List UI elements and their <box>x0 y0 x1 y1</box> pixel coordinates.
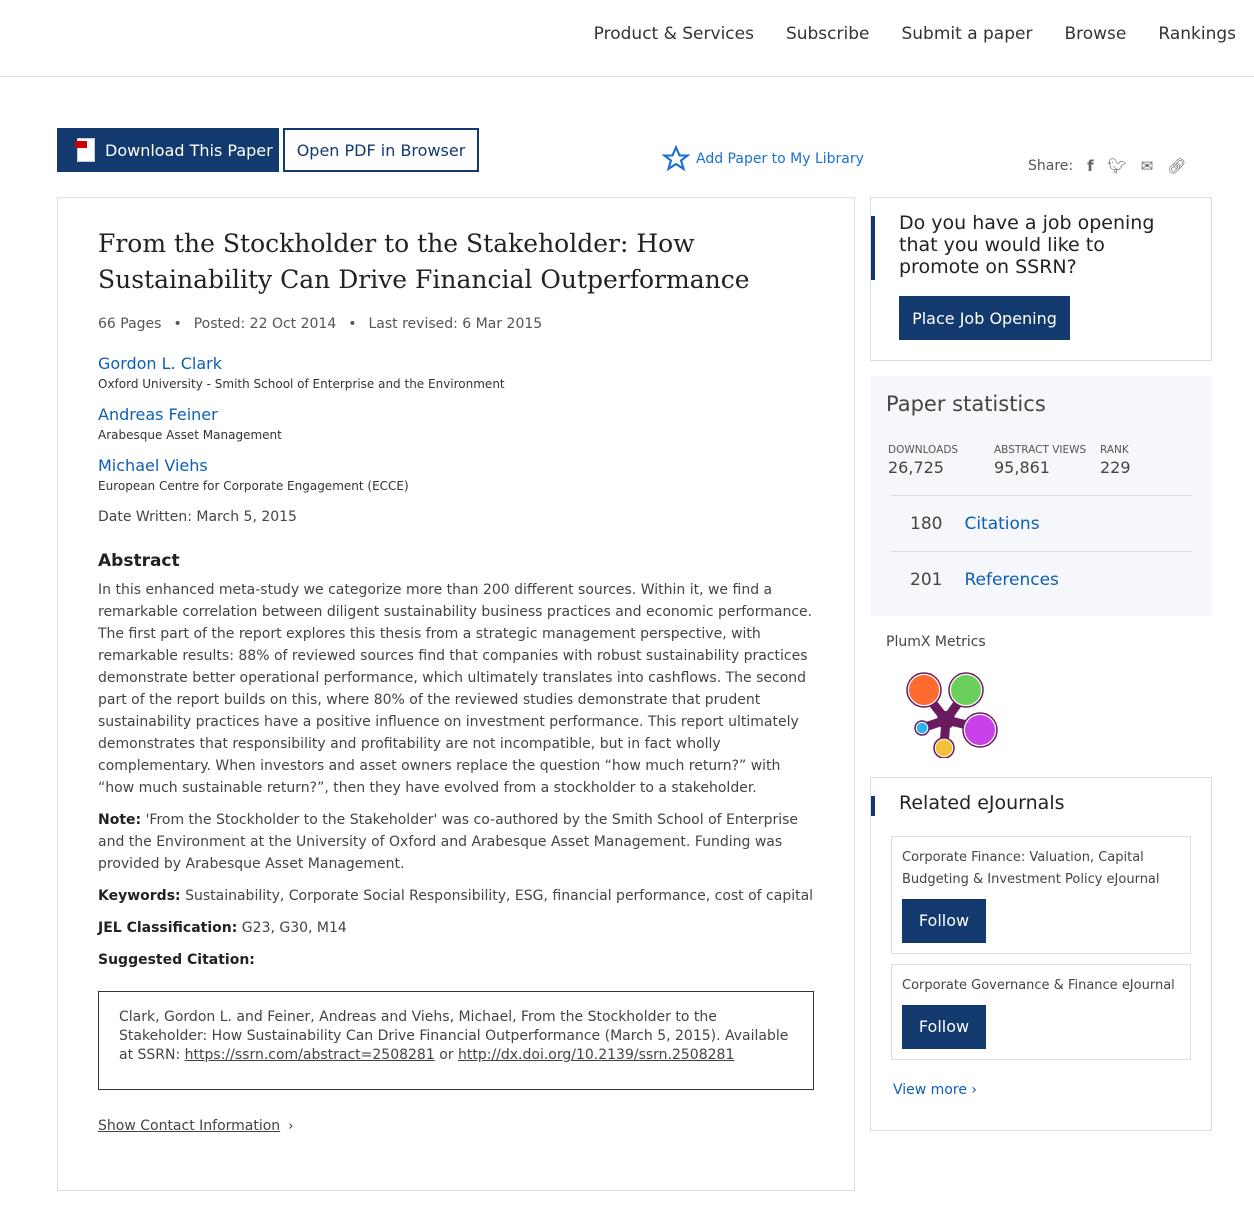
rank-label: RANK <box>1100 444 1129 456</box>
download-label: Download This Paper <box>105 140 273 160</box>
link-icon[interactable]: 🔗︎ <box>1167 157 1187 175</box>
citation-text: Clark, Gordon L. and Feiner, Andreas and Viehs, Michael, From the Stockholder to the Stakeholder: How Sustainability Can Drive Financial Outperformance (March 5, 2015). Available at SSRN: <box>119 1009 789 1063</box>
follow-button[interactable]: Follow <box>902 1005 986 1049</box>
show-contact-link[interactable] <box>98 1118 280 1134</box>
place-job-button[interactable]: Place Job Opening <box>899 296 1070 340</box>
note-label: Note: <box>98 812 142 828</box>
follow-button[interactable]: Follow <box>902 899 986 943</box>
downloads-value: 26,725 <box>888 458 944 477</box>
views-label: ABSTRACT VIEWS <box>994 444 1087 456</box>
view-more-link[interactable] <box>891 1082 1191 1098</box>
view-more-label: View more <box>893 1082 967 1098</box>
add-to-library-link[interactable] <box>662 145 864 173</box>
ejournal-item <box>891 964 1191 1060</box>
twitter-icon[interactable]: 🐦︎ <box>1107 157 1127 175</box>
keywords-label: Keywords: <box>98 888 181 904</box>
pdf-icon <box>77 138 95 162</box>
nav-browse[interactable]: Browse <box>1064 24 1127 44</box>
citation-label-text: Suggested Citation: <box>98 952 255 968</box>
plumx-label: PlumX Metrics <box>886 634 986 650</box>
keywords-text: Sustainability, Corporate Social Responsibility, ESG, financial performance, cost of capital <box>180 888 814 904</box>
author-affiliation: Arabesque Asset Management <box>98 428 282 442</box>
date-written: Date Written: March 5, 2015 <box>98 509 297 525</box>
download-paper-button[interactable] <box>57 128 279 172</box>
chevron-right-icon: › <box>971 1082 977 1098</box>
ejournal-name: Corporate Governance & Finance eJournal <box>902 978 1175 993</box>
paper-meta: 66 Pages • Posted: 22 Oct 2014 • Last revised: 6 Mar 2015 <box>98 316 543 332</box>
ejournal-item <box>891 836 1191 954</box>
abstract-text: In this enhanced meta-study we categorize more than 200 different sources. Within it, we find a remarkable correlation between diligent sustainability business practices and economic performance. The first part of the report explores this thesis from a strategic management perspective, with remarkable results: 88% of reviewed sources find that companies with robust sustainability practices demonstrate better operational performance, which ultimately translates into cashflows. The second part of the report builds on this, where 80% of the reviewed studies demonstrate that prudent sustainability practices have a positive influence on investment performance. This report ultimately demonstrates that responsibility and profitability are not incompatible, but in fact wholly complementary. When investors and asset owners replace the question “how much return?” with “how much sustainable return?”, then they have evolved from a stockholder to a stakeholder. <box>98 582 813 796</box>
nav-product-services[interactable]: Product & Services <box>593 24 754 44</box>
author-link[interactable]: Gordon L. Clark <box>98 354 223 373</box>
stats-title: Paper statistics <box>886 392 1046 416</box>
author <box>98 405 814 442</box>
references-count: 201 <box>910 569 943 590</box>
jel-label: JEL Classification: <box>98 920 238 936</box>
jel-text: G23, G30, M14 <box>237 920 347 936</box>
nav-subscribe[interactable]: Subscribe <box>785 24 870 44</box>
author <box>98 354 814 391</box>
paper-statistics <box>870 376 1212 616</box>
citation-label <box>98 949 814 971</box>
references-link[interactable]: References <box>964 569 1059 590</box>
related-ejournals <box>870 777 1212 1131</box>
ssrn-link[interactable]: https://ssrn.com/abstract=2508281 <box>184 1047 435 1063</box>
citations-count: 180 <box>910 513 943 534</box>
author-affiliation: European Centre for Corporate Engagement (ECCE) <box>98 479 409 493</box>
open-pdf-button[interactable]: Open PDF in Browser <box>283 128 479 172</box>
job-promo <box>870 197 1212 361</box>
plumx-metrics <box>870 634 1212 762</box>
keywords <box>98 885 814 907</box>
paper-card <box>57 197 855 1191</box>
author-link[interactable]: Andreas Feiner <box>98 405 218 424</box>
downloads-label: DOWNLOADS <box>888 444 959 456</box>
nav-rankings[interactable]: Rankings <box>1158 24 1236 44</box>
views-value: 95,861 <box>994 458 1050 477</box>
facebook-icon[interactable]: f <box>1087 157 1094 175</box>
rank-value: 229 <box>1100 458 1131 477</box>
email-icon[interactable]: ✉ <box>1140 157 1154 175</box>
jel <box>98 917 814 939</box>
posted-date: Posted: 22 Oct 2014 <box>193 316 337 332</box>
add-library-label: Add Paper to My Library <box>696 151 864 167</box>
note <box>98 809 814 875</box>
contact-label: Show Contact Information <box>98 1118 281 1134</box>
citations-link[interactable]: Citations <box>964 513 1040 534</box>
ejournal-name: Corporate Finance: Valuation, Capital Budgeting & Investment Policy eJournal <box>902 850 1160 887</box>
references-row <box>890 551 1192 607</box>
author <box>98 456 814 493</box>
share-bar <box>1028 157 1186 175</box>
chevron-right-icon: › <box>288 1119 294 1134</box>
author-link[interactable]: Michael Viehs <box>98 456 208 475</box>
author-affiliation: Oxford University - Smith School of Enterprise and the Environment <box>98 377 505 391</box>
share-label: Share: <box>1028 158 1074 174</box>
top-nav <box>0 0 1254 77</box>
suggested-citation <box>98 991 814 1090</box>
doi-link[interactable]: http://dx.doi.org/10.2139/ssrn.2508281 <box>457 1047 735 1063</box>
paper-title: From the Stockholder to the Stakeholder: How Sustainability Can Drive Financial Outperformance <box>98 229 750 294</box>
revised-date: Last revised: 6 Mar 2015 <box>368 316 543 332</box>
page-count: 66 Pages <box>98 316 162 332</box>
plumx-icon[interactable] <box>886 658 1006 758</box>
related-title: Related eJournals <box>899 792 1065 814</box>
citation-or: or <box>434 1047 458 1063</box>
job-question: Do you have a job opening that you would like to promote on SSRN? <box>899 212 1155 278</box>
note-text: 'From the Stockholder to the Stakeholder' was co-authored by the Smith School of Enterprise and the Environment at the University of Oxford and Arabesque Asset Management. Funding was provided by Arabesque Asset Management. <box>98 812 799 872</box>
abstract-heading: Abstract <box>98 551 180 571</box>
nav-submit-paper[interactable]: Submit a paper <box>901 24 1033 44</box>
star-icon <box>662 145 690 173</box>
citations-row <box>890 495 1192 551</box>
